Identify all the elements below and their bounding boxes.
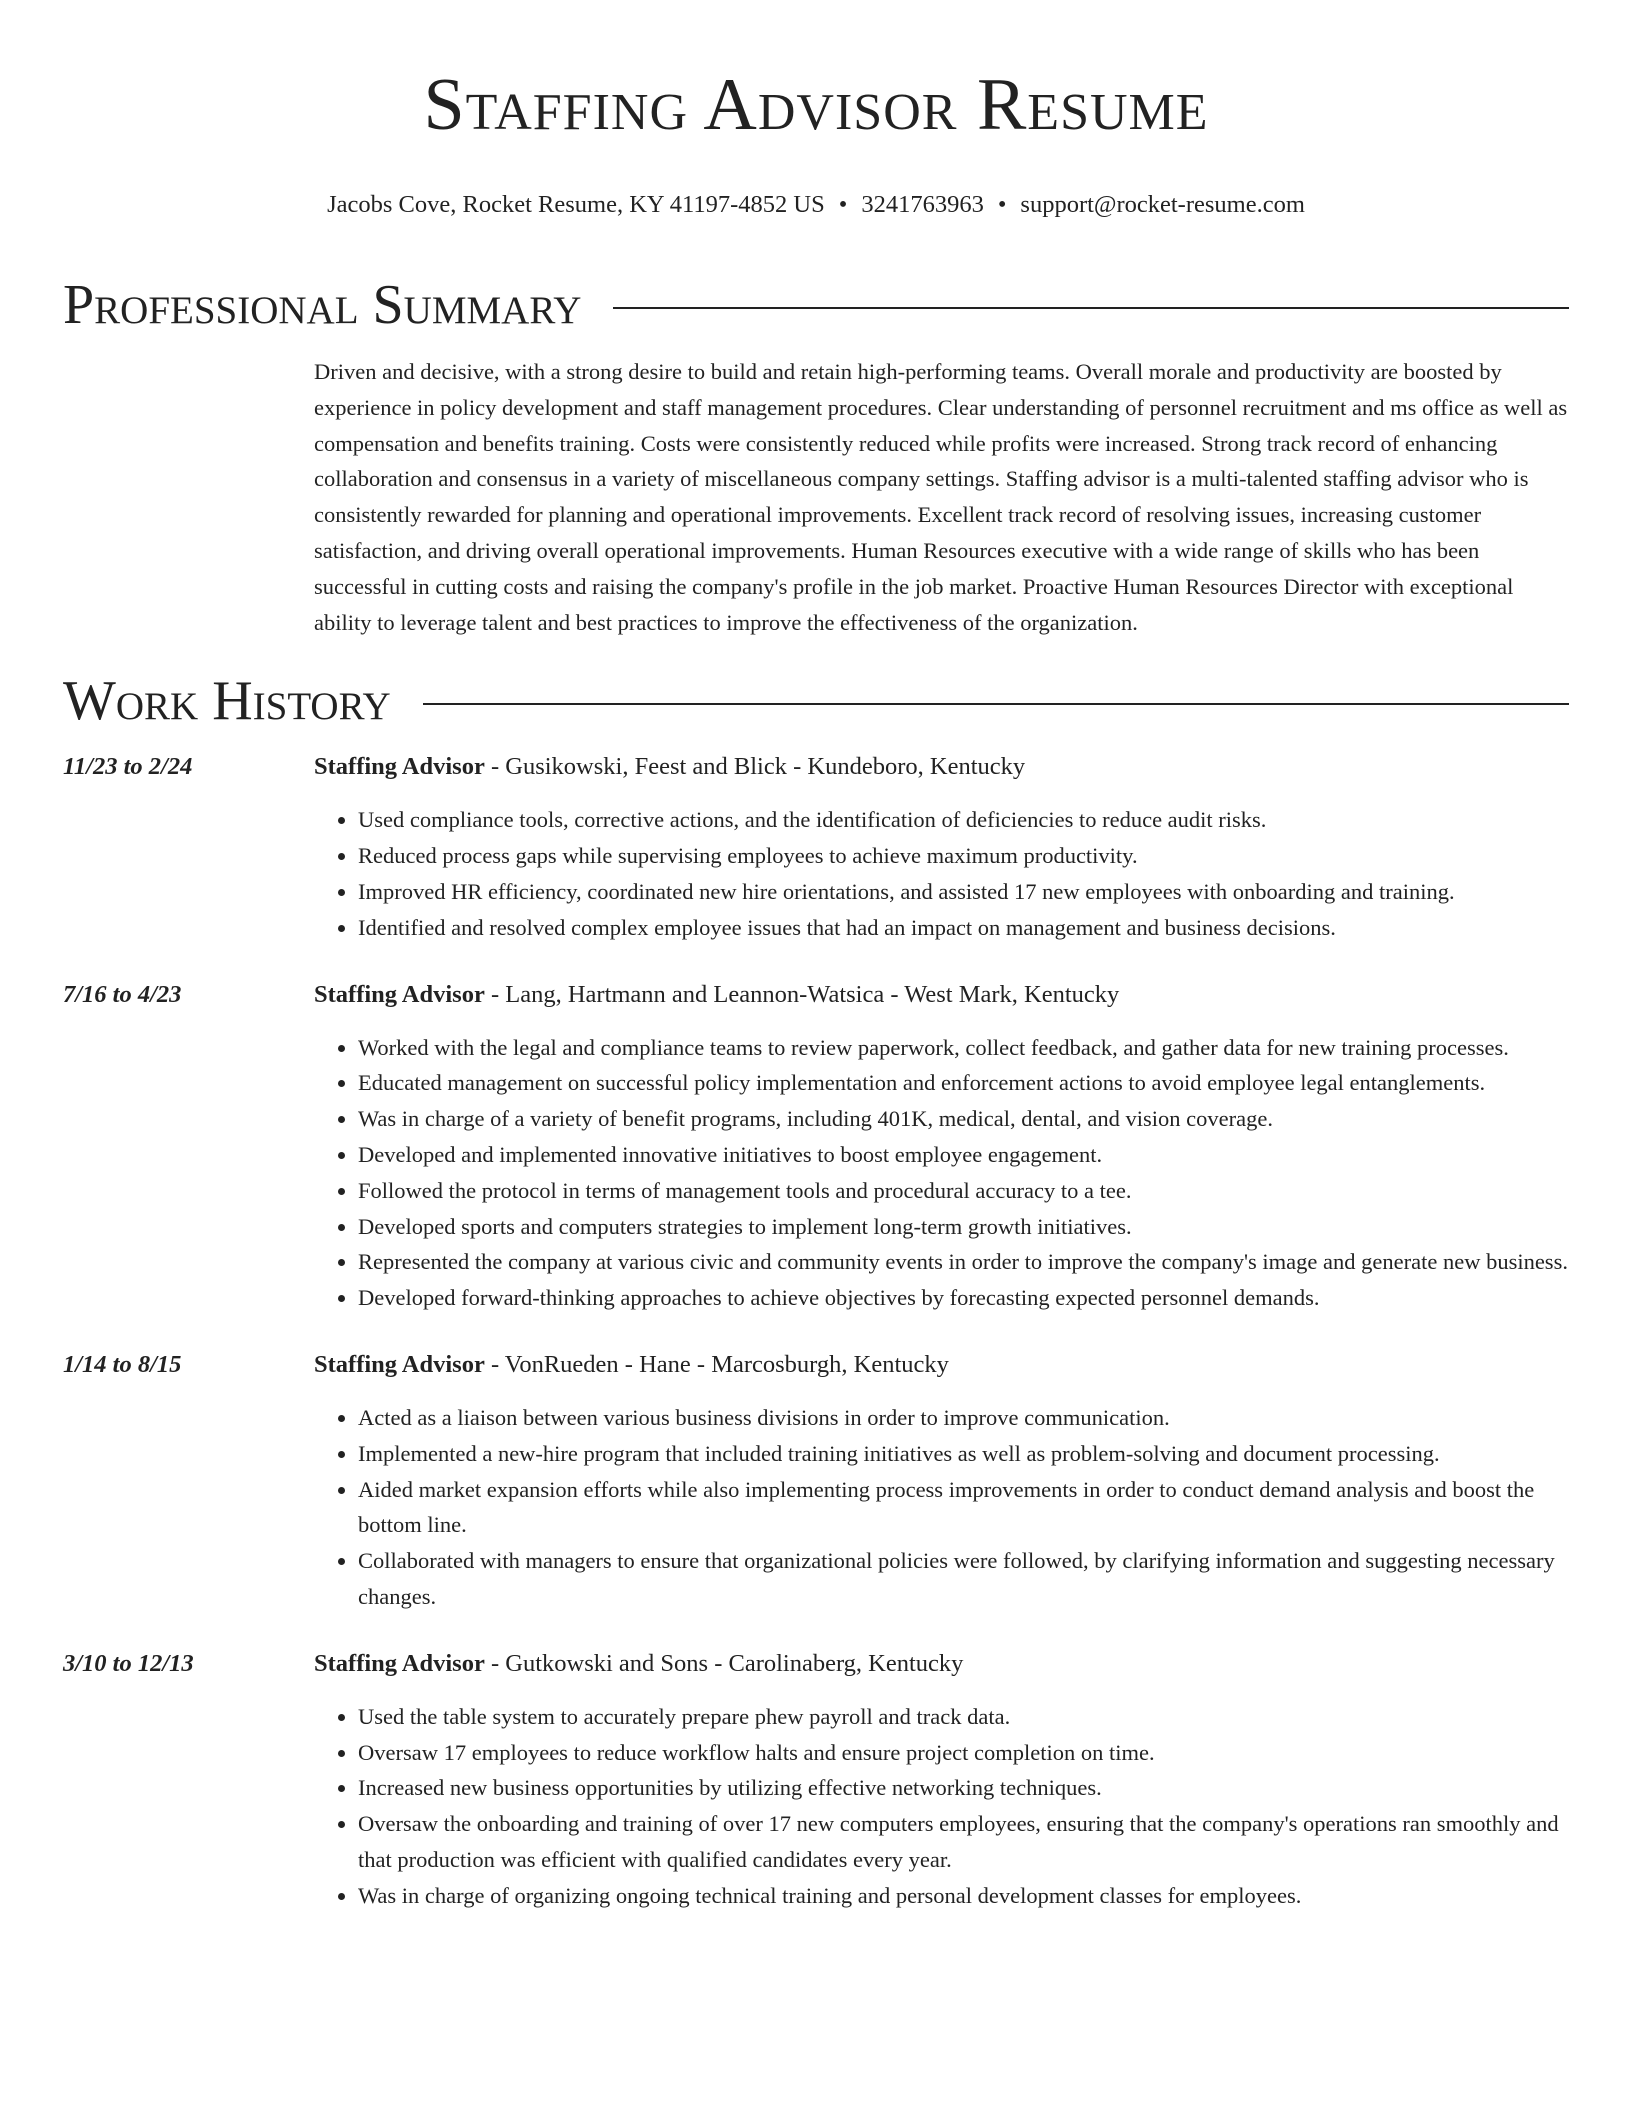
summary-section-header [63, 274, 1569, 336]
contact-phone: 3241763963 [861, 191, 984, 218]
work-history-list [63, 750, 1569, 1913]
section-divider [423, 703, 1569, 705]
job-title: Staffing Advisor [314, 753, 485, 781]
summary-paragraph: Driven and decisive, with a strong desire to build and retain high-performing teams. Overall morale and productivity are boosted by experience in policy development and staff management procedures. Clear understanding of personnel recruitment and ms office as well as compensation and benefits training. Costs were consistently reduced while profits were increased. Strong track record of enhancing collaboration and consensus in a variety of miscellaneous company settings. Staffing advisor is a multi-talented staffing advisor who is consistently rewarded for planning and operational improvements. Excellent track record of resolving issues, increasing customer satisfaction, and driving overall operational improvements. Human Resources executive with a wide range of skills who has been successful in cutting costs and raising the company's profile in the job market. Proactive Human Resources Director with exceptional ability to leverage talent and best practices to improve the effectiveness of the organization. [314, 359, 1568, 635]
job-employer-location: - Gusikowski, Feest and Blick - Kundeboro, Kentucky [484, 753, 1026, 781]
job-dates: 3/10 to 12/13 [63, 1649, 194, 1677]
work-history-section-header [63, 670, 1569, 732]
job-bullet-item: • Developed sports and computers strategies to implement long-term growth initiatives. [358, 1209, 1569, 1245]
job-bullet-item: • Oversaw the onboarding and training of over 17 new computers employees, ensuring that the company's operations ran smoothly and that production was efficient with qualified candidates every year. [358, 1806, 1569, 1878]
job-body [314, 978, 1569, 1316]
job-bullet-item: • Was in charge of organizing ongoing technical training and personal development classes for employees. [358, 1878, 1569, 1914]
job-title: Staffing Advisor [314, 980, 485, 1008]
job-bullet-item: • Identified and resolved complex employee issues that had an impact on management and business decisions. [358, 910, 1569, 946]
job-bullet-item: • Improved HR efficiency, coordinated new hire orientations, and assisted 17 new employees with onboarding and training. [358, 874, 1569, 910]
job-title: Staffing Advisor [314, 1649, 485, 1677]
contact-line [63, 188, 1569, 222]
contact-separator: • [838, 191, 848, 218]
job-bullet-item: • Acted as a liaison between various business divisions in order to improve communication. [358, 1400, 1569, 1436]
job-bullet-item: • Worked with the legal and compliance teams to review paperwork, collect feedback, and gather data for new training processes. [358, 1030, 1569, 1066]
job-bullet-item: • Aided market expansion efforts while also implementing process improvements in order to conduct demand analysis and boost the bottom line. [358, 1472, 1569, 1544]
job-bullet-item: • Increased new business opportunities by utilizing effective networking techniques. [358, 1770, 1569, 1806]
section-divider [613, 307, 1569, 309]
job-bullet-item: • Educated management on successful policy implementation and enforcement actions to avoid employee legal entanglements. [358, 1065, 1569, 1101]
job-title: Staffing Advisor [314, 1350, 485, 1378]
job-heading-line [314, 750, 1569, 784]
job-heading-line [314, 1348, 1569, 1382]
job-bullet-item: • Was in charge of a variety of benefit programs, including 401K, medical, dental, and vision coverage. [358, 1101, 1569, 1137]
job-bullet-list [314, 802, 1569, 945]
job-bullet-list [314, 1699, 1569, 1914]
contact-separator: • [997, 191, 1007, 218]
job-bullet-item: • Represented the company at various civic and community events in order to improve the company's image and generate new business. [358, 1244, 1569, 1280]
job-dates: 11/23 to 2/24 [63, 753, 193, 781]
job-bullet-item: • Oversaw 17 employees to reduce workflow halts and ensure project completion on time. [358, 1735, 1569, 1771]
job-bullet-item: • Reduced process gaps while supervising employees to achieve maximum productivity. [358, 838, 1569, 874]
job-entry [63, 1348, 1569, 1615]
job-entry [63, 978, 1569, 1316]
job-employer-location: - VonRueden - Hane - Marcosburgh, Kentucky [484, 1350, 949, 1378]
job-bullet-item: • Collaborated with managers to ensure that organizational policies were followed, by clarifying information and suggesting necessary changes. [358, 1543, 1569, 1615]
job-heading-line [314, 1647, 1569, 1681]
work-history-heading: Work History [63, 670, 391, 733]
job-employer-location: - Gutkowski and Sons - Carolinaberg, Kentucky [484, 1649, 964, 1677]
job-bullet-item: • Implemented a new-hire program that included training initiatives as well as problem-solving and document processing. [358, 1436, 1569, 1472]
job-bullet-list [314, 1030, 1569, 1316]
job-body [314, 1647, 1569, 1914]
job-employer-location: - Lang, Hartmann and Leannon-Watsica - West Mark, Kentucky [484, 980, 1120, 1008]
job-bullet-item: • Followed the protocol in terms of management tools and procedural accuracy to a tee. [358, 1173, 1569, 1209]
job-bullet-item: • Developed forward-thinking approaches to achieve objectives by forecasting expected personnel demands. [358, 1280, 1569, 1316]
job-body [314, 1348, 1569, 1615]
job-bullet-list [314, 1400, 1569, 1615]
job-body [314, 750, 1569, 945]
summary-heading: Professional Summary [63, 274, 582, 336]
job-heading-line [314, 978, 1569, 1012]
contact-email: support@rocket-resume.com [1020, 191, 1305, 218]
job-bullet-item: • Developed and implemented innovative initiatives to boost employee engagement. [358, 1137, 1569, 1173]
job-dates: 1/14 to 8/15 [63, 1350, 182, 1378]
resume-title: Staffing Advisor Resume [423, 64, 1209, 146]
job-dates: 7/16 to 4/23 [63, 980, 182, 1008]
contact-address: Jacobs Cove, Rocket Resume, KY 41197-4852 US [327, 191, 825, 218]
job-entry [63, 750, 1569, 945]
job-bullet-item: • Used compliance tools, corrective actions, and the identification of deficiencies to reduce audit risks. [358, 802, 1569, 838]
job-entry [63, 1647, 1569, 1914]
job-bullet-item: • Used the table system to accurately prepare phew payroll and track data. [358, 1699, 1569, 1735]
